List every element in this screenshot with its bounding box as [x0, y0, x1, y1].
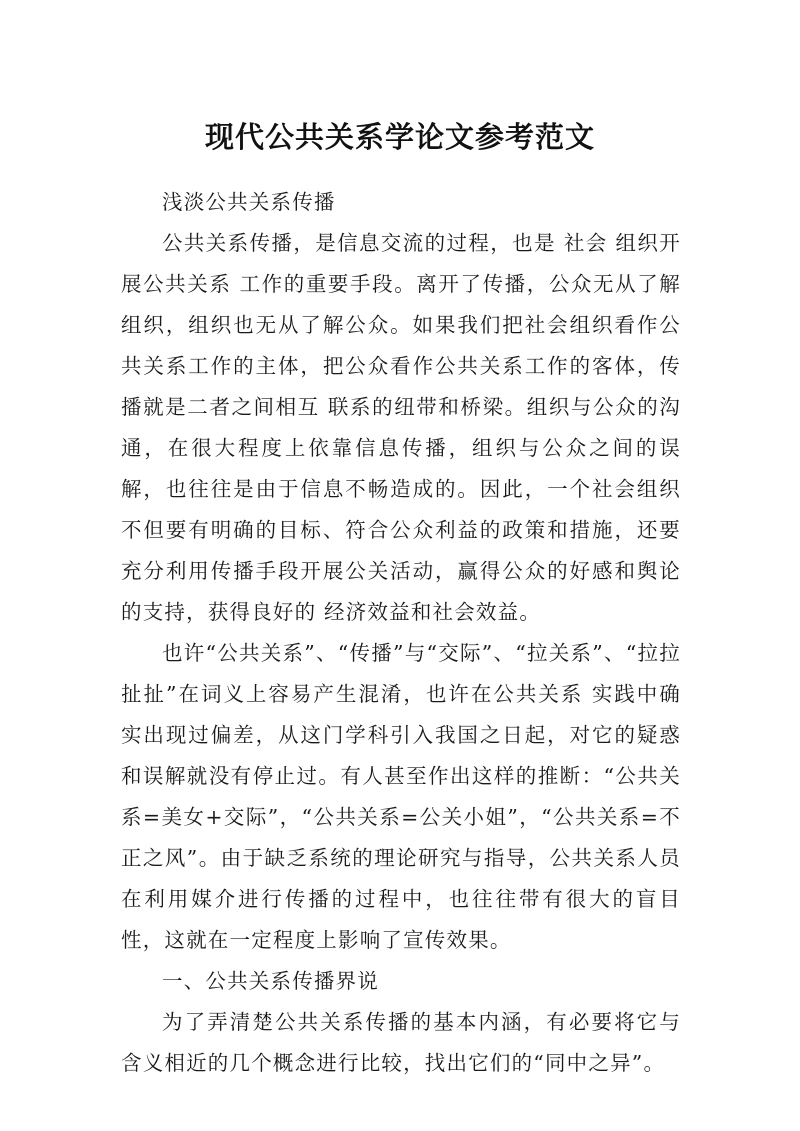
section-heading: 一、公共关系传播界说 — [162, 969, 379, 993]
body-paragraph: 公共关系传播，是信息交流的过程，也是 社会 组织开展公共关系 工作的重要手段。离开了传播，公众无从了解组织，组织也无从了解公众。如果我们把社会组织看作公共关系工作的主体，把公众看作公共关系工作的客体，传播就是二者之间相互 联系的纽带和桥梁。组织与公众的沟通，在很大程度上依靠信息传播，组织与公众之间的误解，也往往是由于信息不畅造成的。因此，一个社会组织不但要有明确的目标、符合公众利益的政策和措施，还要充分利用传播手段开展公关活动，赢得公众的好感和舆论的支持，获得良好的 经济效益和社会效益。 — [121, 231, 681, 624]
document-body — [121, 182, 681, 1084]
body-paragraph: 为了弄清楚公共关系传播的基本内涵，有必要将它与含义相近的几个概念进行比较，找出它们的“同中之异”。 — [121, 1010, 681, 1075]
subtitle-paragraph: 浅淡公共关系传播 — [162, 190, 336, 214]
document-title: 现代公共关系学论文参考范文 — [204, 120, 595, 155]
body-paragraph: 也许“公共关系”、“传播”与“交际”、“拉关系”、“拉拉扯扯”在词义上容易产生混淆，也许在公共关系 实践中确实出现过偏差，从这门学科引入我国之日起，对它的疑惑和误解就没有停止过。有人甚至作出这样的推断：“公共关系=美女+交际”，“公共关系=公关小姐”，“公共关系=不正之风”。由于缺乏系统的理论研究与指导，公共关系人员在利用媒介进行传播的过程中，也往往带有很大的盲目性，这就在一定程度上影响了宣传效果。 — [121, 641, 681, 952]
